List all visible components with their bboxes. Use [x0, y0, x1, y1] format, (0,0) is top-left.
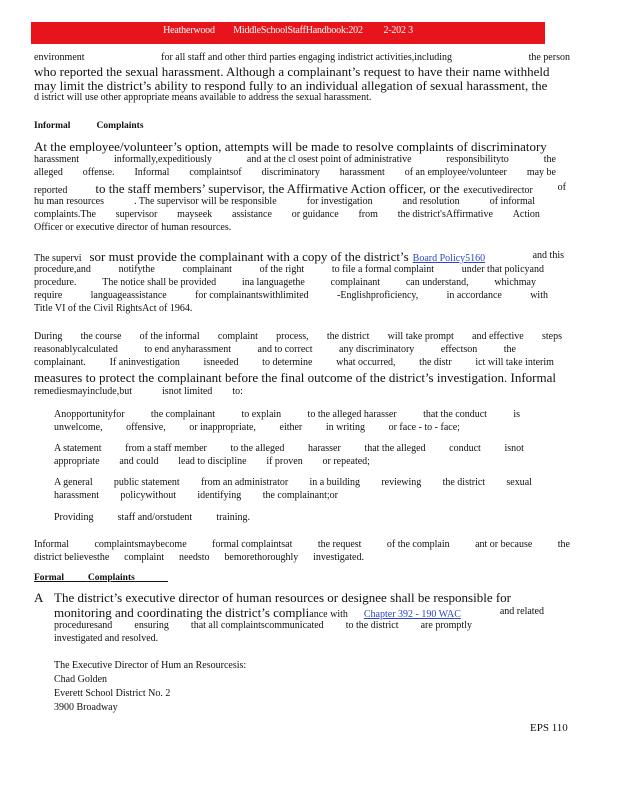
formal-a-label: A: [34, 590, 44, 605]
header-bar: [31, 22, 545, 44]
remedy-2-line-2: appropriate and could lead to discipline if proven or repeated;: [54, 456, 370, 467]
header-year: 2-202 3: [383, 25, 413, 36]
informal-p1-line-2: harassment informally,expeditiously and at the cl osest point of administrative responsibilityto the: [34, 154, 556, 165]
intro-line-1: environment for all staff and other third parties engaging indistrict activities,including the person: [34, 52, 570, 63]
informal-p4-line-2: district believesthe complaint needsto bemorethoroughly investigated.: [34, 552, 364, 563]
contact-address: 3900 Broadway: [54, 702, 118, 713]
intro-line-4: d istrict will use other appropriate means available to address the sexual harassment.: [34, 92, 372, 103]
informal-p3-line-3: complainant. If aninvestigation isneeded to determine what occurred, the distr ict will take interim: [34, 357, 554, 368]
informal-p1-line-1: At the employee/volunteer’s option, attempts will be made to resolve complaints of discriminatory: [34, 139, 547, 154]
header-school: Heatherwood: [163, 25, 215, 36]
formal-a-line-1: The district’s executive director of human resources or designee shall be responsible for: [54, 590, 512, 605]
page-number: EPS 110: [530, 722, 568, 734]
informal-p3-line-4: measures to protect the complainant before the final outcome of the district’s investigation. Informal: [34, 370, 557, 385]
header-handbook: MiddleSchoolStaffHandbook:202: [233, 25, 363, 36]
informal-p1-line-5: hu man resources . The supervisor will be responsible for investigation and resolution of informal: [34, 196, 535, 207]
remedy-3-line-1: A general public statement from an administrator in a building reviewing the district sexual: [54, 477, 532, 488]
chapter-392-190-wac-link[interactable]: Chapter 392 - 190 WAC: [363, 609, 461, 620]
contact-district: Everett School District No. 2: [54, 688, 171, 699]
formal-a-line-2: monitoring and coordinating the district’s compliance with Chapter 392 - 190 WAC and related: [54, 605, 544, 620]
informal-p3-line-5: remediesmayinclude,but isnot limited to:: [34, 386, 243, 397]
informal-complaints-heading: Informal Complaints: [34, 121, 144, 131]
remedy-1-line-1: Anopportunityfor the complainant to explain to the alleged harasser that the conduct is: [54, 409, 520, 420]
informal-p2-line-2: procedure,and notifythe complainant of the right to file a formal complaint under that policyand: [34, 264, 544, 275]
intro-line-2: who reported the sexual harassment. Although a complainant’s request to have their name withheld: [34, 64, 550, 79]
formal-a-line-3: proceduresand ensuring that all complaintscommunicated to the district are promptly: [54, 620, 472, 631]
informal-p1-line-6: complaints.The supervisor mayseek assistance or guidance from the district'sAffirmative Action: [34, 209, 540, 220]
formal-a-line-4: investigated and resolved.: [54, 633, 159, 644]
remedy-2-line-1: A statement from a staff member to the alleged harasser that the alleged conduct isnot: [54, 443, 524, 454]
board-policy-5160-link[interactable]: Board Policy5160: [412, 253, 486, 264]
informal-p2-line-1: The supervi sor must provide the complainant with a copy of the district’s Board Policy5160 and this: [34, 249, 564, 264]
remedy-4-line-1: Providing staff and/orstudent training.: [54, 512, 250, 523]
informal-p3-line-2: reasonablycalculated to end anyharassment and to correct any discriminatory effectson the: [34, 344, 516, 355]
contact-name: Chad Golden: [54, 674, 108, 685]
informal-p1-line-3: alleged offense. Informal complaintsof discriminatory harassment of an employee/volunteer may be: [34, 167, 556, 178]
formal-complaints-heading: Formal Complaints: [34, 573, 135, 583]
header-text: [31, 25, 545, 36]
informal-p2-line-5: Title VI of the Civil RightsAct of 1964.: [34, 303, 193, 314]
remedy-3-line-2: harassment policywithout identifying the complainant;or: [54, 490, 338, 501]
informal-p2-line-4: require languageassistance for complainantswithlimited -Englishproficiency, in accordance with: [34, 290, 548, 301]
informal-p1-line-4: reported to the staff members’ supervisor, the Affirmative Action officer, or the executivedirector of: [34, 181, 566, 196]
informal-p4-line-1: Informal complaintsmaybecome formal complaintsat the request of the complain ant or because the: [34, 539, 570, 550]
informal-p2-line-3: procedure. The notice shall be provided ina languagethe complainant can understand, whichmay: [34, 277, 536, 288]
remedy-1-line-2: unwelcome, offensive, or inappropriate, either in writing or face - to - face;: [54, 422, 460, 433]
informal-p3-line-1: During the course of the informal complaint process, the district will take prompt and effective steps: [34, 331, 562, 342]
informal-p1-line-7: Officer or executive director of human resources.: [34, 222, 232, 233]
contact-title: The Executive Director of Hum an Resourcesis:: [54, 660, 247, 671]
intro-line-3: may limit the district’s ability to respond fully to an individual allegation of sexual harassment, the: [34, 78, 548, 93]
